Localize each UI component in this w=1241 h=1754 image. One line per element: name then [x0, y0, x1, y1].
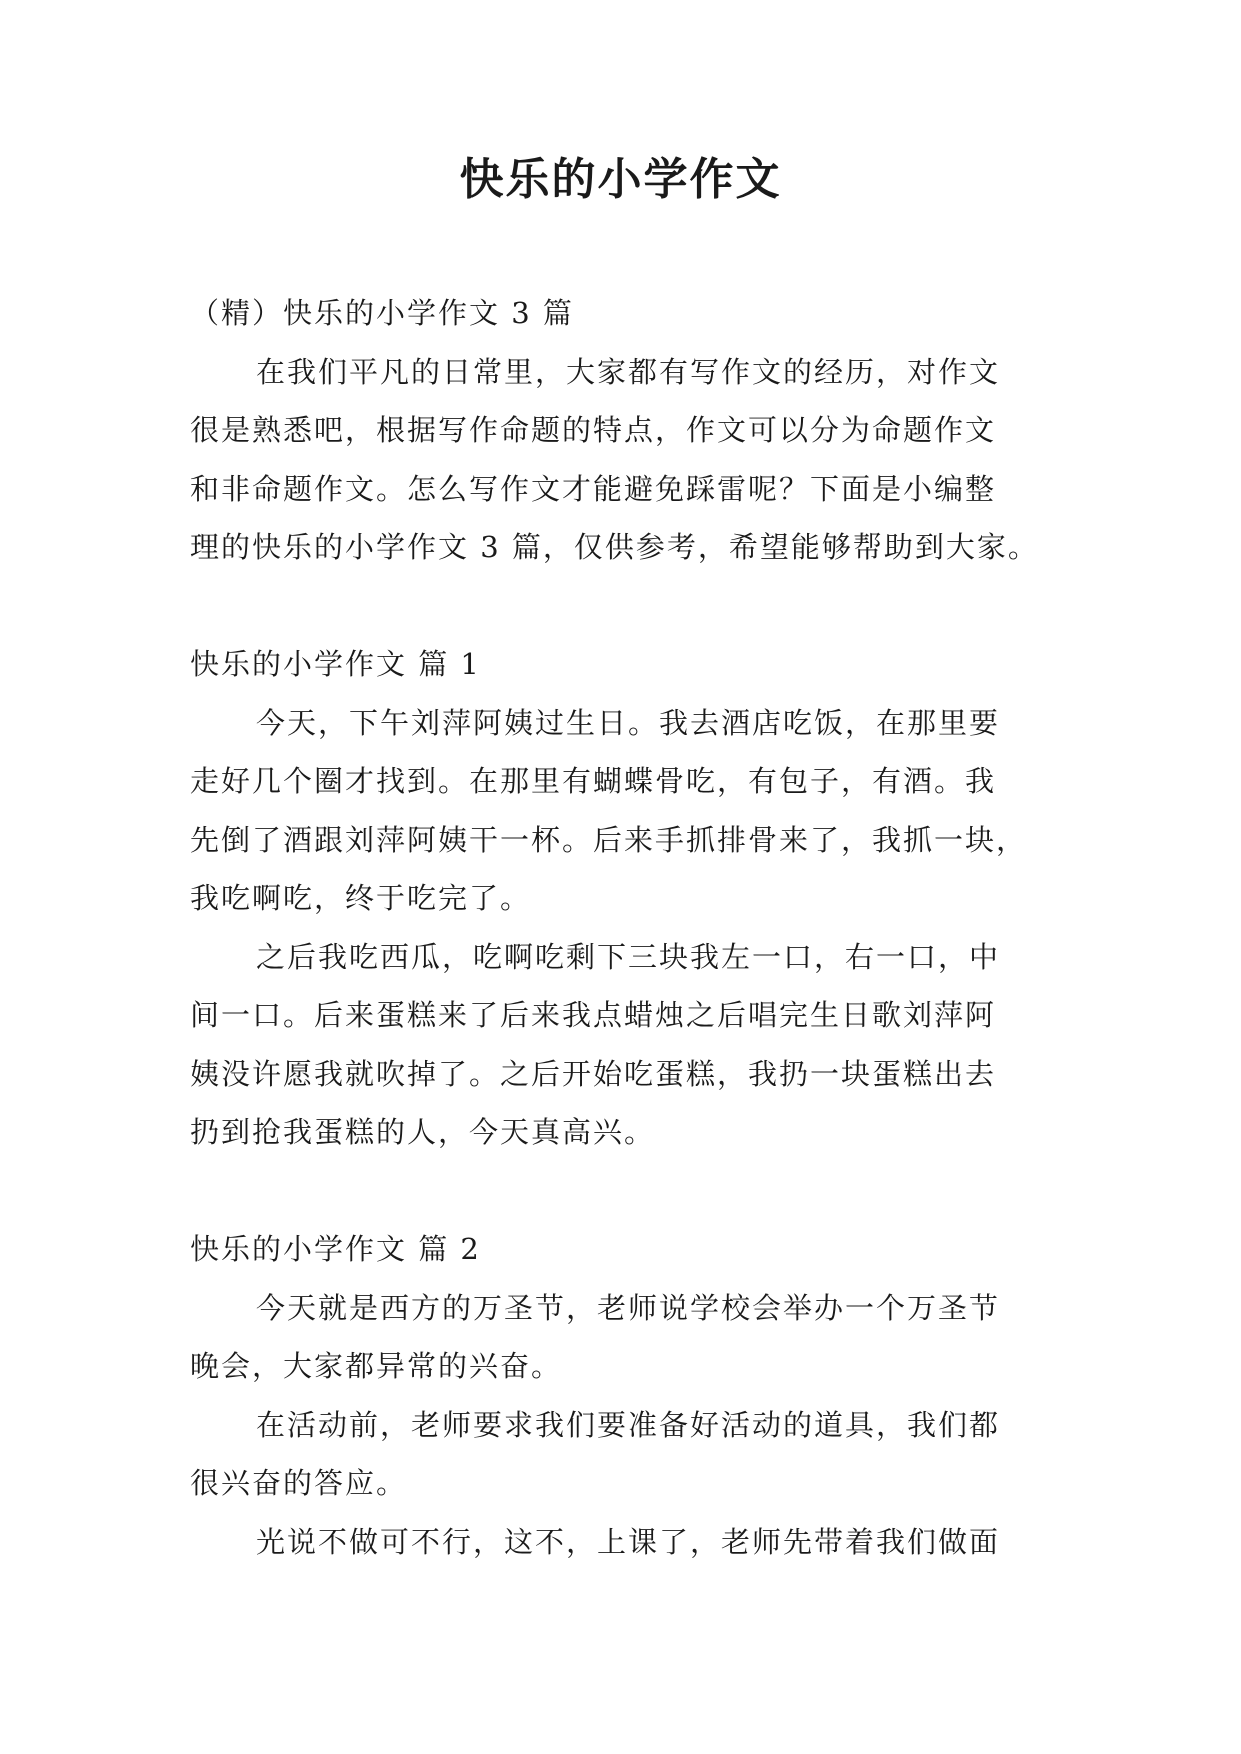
essay-1-line: 我吃啊吃，终于吃完了。: [190, 881, 532, 915]
essay-1-line: 今天，下午刘萍阿姨过生日。我去酒店吃饭，在那里要: [256, 705, 1001, 740]
intro-line: 很是熟悉吧，根据写作命题的特点，作文可以分为命题作文: [190, 413, 997, 447]
essay-1-line: 间一口。后来蛋糕来了后来我点蜡烛之后唱完生日歌刘萍阿: [190, 998, 997, 1032]
section-spacer: [190, 1162, 1052, 1221]
intro-line: 理的快乐的小学作文 3 篇，仅供参考，希望能够帮助到大家。: [190, 530, 1039, 564]
document-subtitle: （精）快乐的小学作文 3 篇: [190, 296, 574, 330]
essay-2-line: 晚会，大家都异常的兴奋。: [190, 1349, 563, 1383]
essay-1-line: 先倒了酒跟刘萍阿姨干一杯。后来手抓排骨来了，我抓一块，: [190, 822, 1028, 857]
essay-1-line: 扔到抢我蛋糕的人，今天真高兴。: [190, 1115, 656, 1149]
essay-1-line: 走好几个圈才找到。在那里有蝴蝶骨吃，有包子，有酒。我: [190, 764, 997, 798]
essay-2-line: 光说不做可不行，这不，上课了，老师先带着我们做面: [256, 1524, 1001, 1559]
essay-1-line: 之后我吃西瓜，吃啊吃剩下三块我左一口，右一口，中: [256, 939, 1001, 974]
document-title: 快乐的小学作文: [459, 154, 782, 205]
essay-2-line: 很兴奋的答应。: [190, 1466, 408, 1500]
essay-1-line: 姨没许愿我就吹掉了。之后开始吃蛋糕，我扔一块蛋糕出去: [190, 1056, 997, 1091]
intro-line: 在我们平凡的日常里，大家都有写作文的经历，对作文: [256, 354, 1001, 389]
essay-2-line: 今天就是西方的万圣节，老师说学校会举办一个万圣节: [256, 1290, 1001, 1325]
section-spacer: [190, 577, 1052, 636]
essay-2-line: 在活动前，老师要求我们要准备好活动的道具，我们都: [256, 1407, 1001, 1442]
essay-1-heading: 快乐的小学作文 篇 1: [190, 647, 481, 681]
document-body: [190, 284, 1052, 1571]
essay-2-heading: 快乐的小学作文 篇 2: [190, 1232, 481, 1266]
intro-line: 和非命题作文。怎么写作文才能避免踩雷呢？下面是小编整: [190, 471, 997, 506]
